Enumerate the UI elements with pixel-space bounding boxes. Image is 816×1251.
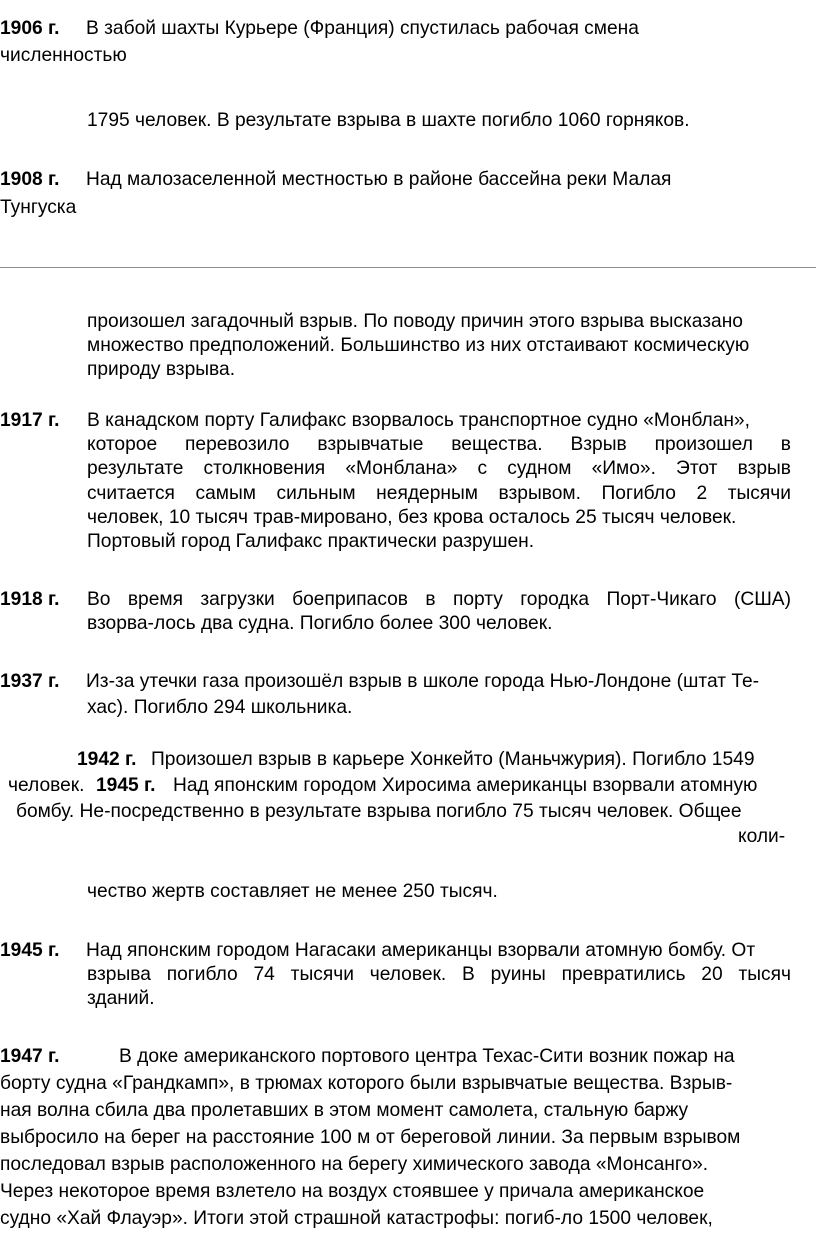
- entry-1945-line2: взрыва погибло 74 тысячи человек. В руины превратились 20 тысяч: [87, 964, 791, 985]
- entry-1947-year: 1947 г.: [0, 1046, 60, 1067]
- entry-1917-line5: человек, 10 тысяч трав-мировано, без крова осталось 25 тысяч человек.: [87, 507, 737, 528]
- entry-1917-line6: Портовый город Галифакс практически разрушен.: [87, 531, 535, 552]
- entry-1918-line1: Во время загрузки боеприпасов в порту городка Порт-Чикаго (США): [87, 589, 791, 610]
- entry-1947-line7: судно «Хай Флауэр». Итоги этой страшной катастрофы: погиб-ло 1500 человек,: [0, 1208, 713, 1229]
- entry-1942-line3: бомбу. Не-посредственно в результате взрыва погибло 75 тысяч человек. Общее: [16, 801, 742, 822]
- entry-1918-year: 1918 г.: [0, 589, 60, 610]
- entry-1906-line2: численностью: [0, 45, 127, 66]
- entry-1942-line2b: Над японским городом Хиросима американцы взорвали атомную: [173, 775, 758, 796]
- entry-1937-year: 1937 г.: [0, 671, 60, 692]
- entry-1947-line3: ная волна сбила два пролетавших в этом момент самолета, стальную баржу: [0, 1100, 689, 1121]
- entry-1917-line4: считается самым сильным неядерным взрывом. Погибло 2 тысячи: [87, 483, 791, 504]
- entry-1947-line2: борту судна «Грандкамп», в трюмах которого были взрывчатые вещества. Взрыв-: [0, 1073, 733, 1094]
- entry-1947-line4: выбросило на берег на расстояние 100 м от береговой линии. За первым взрывом: [0, 1127, 741, 1148]
- entry-1947-line5: последовал взрыв расположенного на берегу химического завода «Монсанго».: [0, 1154, 709, 1175]
- entry-1917-line2: которое перевозило взрывчатые вещества. Взрыв произошел в: [87, 434, 791, 455]
- entry-1906-line1: В забой шахты Курьере (Франция) спустилась рабочая смена: [86, 18, 639, 39]
- entry-1947-line6: Через некоторое время взлетело на воздух стоявшее у причала американское: [0, 1181, 705, 1202]
- entry-1947-line1: В доке американского портового центра Техас-Сити возник пожар на: [119, 1046, 735, 1067]
- entry-1908-year: 1908 г.: [0, 169, 60, 190]
- entry-1945-year: 1945 г.: [0, 940, 60, 961]
- entry-1908-line4: множество предположений. Большинство из них отстаивают космическую: [87, 335, 750, 356]
- entry-1908-line5: природу взрыва.: [87, 359, 236, 380]
- entry-1917-year: 1917 г.: [0, 410, 60, 431]
- entry-1942-year: 1942 г.: [77, 749, 137, 770]
- entry-1917-line1: В канадском порту Галифакс взорвалось транспортное судно «Монблан»,: [87, 410, 750, 431]
- entry-1917-line3: результате столкновения «Монблана» с судном «Имо». Этот взрыв: [87, 458, 791, 479]
- entry-1942-line4: коли-: [738, 826, 786, 847]
- entry-1908-line1: Над малозаселенной местностью в районе бассейна реки Малая: [86, 169, 672, 190]
- entry-1942-line1: Произошел взрыв в карьере Хонкейто (Маньчжурия). Погибло 1549: [151, 749, 755, 770]
- page-break-divider: [0, 267, 816, 268]
- entry-1906-line3: 1795 человек. В результате взрыва в шахте погибло 1060 горняков.: [87, 110, 690, 131]
- entry-1906-year: 1906 г.: [0, 18, 60, 39]
- entry-1918-line2: взорва-лось два судна. Погибло более 300 человек.: [87, 613, 553, 634]
- entry-1937-line2: хас). Погибло 294 школьника.: [87, 697, 353, 718]
- entry-1908-line2: Тунгуска: [0, 197, 77, 218]
- entry-1945-hiroshima-year: 1945 г.: [96, 775, 156, 796]
- entry-1942-line5: чество жертв составляет не менее 250 тысяч.: [87, 881, 498, 902]
- entry-1945-line1: Над японским городом Нагасаки американцы взорвали атомную бомбу. От: [86, 940, 756, 961]
- entry-1937-line1: Из-за утечки газа произошёл взрыв в школе города Нью-Лондоне (штат Те-: [86, 671, 760, 692]
- entry-1945-line3: зданий.: [87, 988, 155, 1009]
- entry-1942-line2a: человек.: [8, 775, 85, 796]
- entry-1908-line3: произошел загадочный взрыв. По поводу причин этого взрыва высказано: [87, 311, 743, 332]
